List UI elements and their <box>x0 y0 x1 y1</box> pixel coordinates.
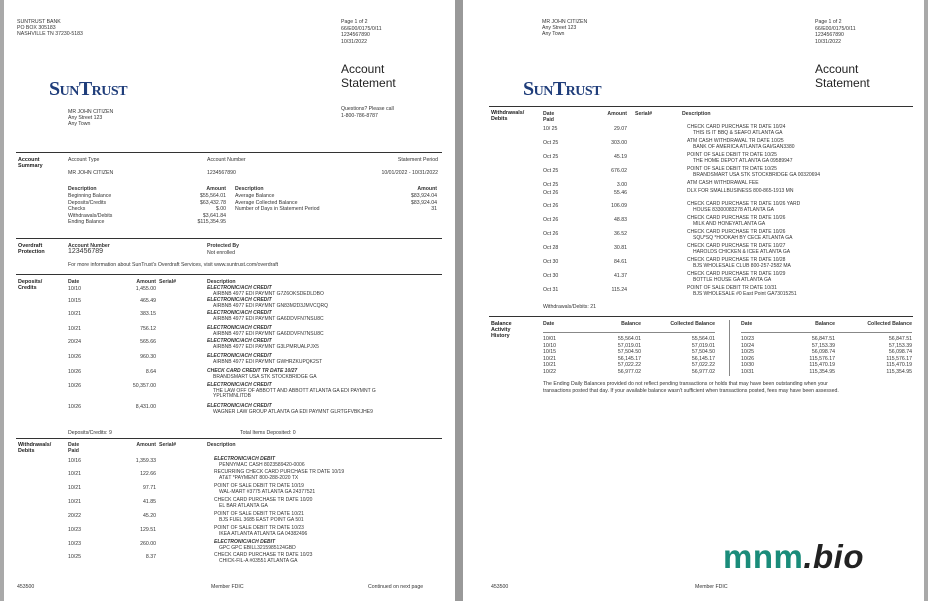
summary-row-label: Checks <box>68 206 86 213</box>
overdraft-protected: Not enrolled <box>207 250 235 256</box>
rule-line <box>16 438 442 439</box>
page-info: 10/31/2022 <box>341 38 367 45</box>
section-label-balance: Activity <box>491 327 511 333</box>
withdrawal-desc: SQU*SQ *HOOKAH BY CECE ATLANTA GA <box>693 234 793 241</box>
deposits-head-date: Date <box>68 279 80 285</box>
deposit-desc: YPLRTMNLITDB <box>213 393 251 400</box>
deposit-desc: AIRBNB 4977 EDI PAYMNT GWHRZKUPQK2ST <box>213 358 323 365</box>
withdrawal-amount: 303.00 <box>611 140 627 146</box>
summary-type: MR JOHN CITIZEN <box>68 170 114 176</box>
watermark-bio: .bio <box>803 538 864 575</box>
balance-note: transactions posted that day. If your available balance wasn't sufficient when transactions posted, fees may have been assessed. <box>543 388 839 394</box>
withdrawals-head-desc: Description <box>207 442 236 448</box>
balance-date: 10/26 <box>741 355 754 362</box>
withdrawal-date: 10/21 <box>68 485 81 491</box>
withdrawal-amount: 29.07 <box>614 126 627 132</box>
withdrawals-head-serial: Serial# <box>159 442 177 448</box>
deposit-desc: ELECTRONIC/ACH CREDIT <box>207 285 272 291</box>
questions-contact: 1-800-786-8787 <box>341 112 378 119</box>
balance-value: 56,977.02 <box>617 369 641 375</box>
balance-head-balance: Balance <box>621 321 641 327</box>
balance-date: 10/15 <box>543 349 556 356</box>
balance-date: 10/22 <box>543 369 556 375</box>
balance-date: 10/21 <box>543 362 556 369</box>
deposit-desc: ELECTRONIC/ACH CREDIT <box>207 297 272 303</box>
withdrawal-date: Oct 30 <box>543 259 559 265</box>
withdrawal-amount: 97.71 <box>143 485 156 491</box>
deposit-date: 20/24 <box>68 339 81 345</box>
questions-contact: Questions? Please call <box>341 106 394 112</box>
withdrawal-desc: AT&T *PAYMENT 800-288-2020 TX <box>219 474 299 481</box>
withdrawal-desc: WAL-MART #3775 ATLANTA GA 24377521 <box>219 488 316 495</box>
withdrawal-date: 10/16 <box>68 458 81 464</box>
deposit-desc: CHECK CARD CREDIT TR DATE 10/27 <box>207 368 298 374</box>
summary-right-desc-head: Description <box>235 186 264 192</box>
summary-number: 1234567890 <box>207 170 236 176</box>
section-label-balance: Balance <box>491 321 512 327</box>
balance-date: 10/25 <box>741 349 754 356</box>
page-gap <box>455 0 463 601</box>
withdrawals-head-serial: Serial# <box>635 111 653 117</box>
deposit-amount: 960.30 <box>140 354 156 360</box>
rule-line <box>489 316 913 317</box>
withdrawals-head-amount: Amount <box>136 442 156 448</box>
deposits-head-amount: Amount <box>136 279 156 285</box>
balance-collected: 57,504.50 <box>691 349 715 356</box>
withdrawal-desc: POINT OF SALE DEBIT TR DATE 10/23 <box>214 525 304 531</box>
deposit-desc: ELECTRONIC/ACH CREDIT <box>207 403 272 409</box>
withdrawal-date: Oct 30 <box>543 273 559 279</box>
summary-right-label: Number of Days in Statement Period <box>235 206 320 213</box>
withdrawal-desc: POINT OF SALE DEBIT TR DATE 10/31 <box>687 285 777 291</box>
withdrawal-desc: POINT OF SALE DEBIT TR DATE 10/25 <box>687 152 777 158</box>
deposit-desc: THE LAW OFF OF ABBOTT AND ABBOTT ATLANTA GA EDI PAYMNT G <box>213 387 376 394</box>
watermark <box>723 538 864 576</box>
withdrawal-date: Oct 26 <box>543 217 559 223</box>
withdrawal-desc: HAROLDS CHICKEN & ICEE ATLANTA GA <box>693 248 791 255</box>
deposit-amount: 756.12 <box>140 326 156 332</box>
deposit-desc: WAGNER LAW GROUP ATLANTA GA EDI PAYMNT GLRTGFVBKJHE9 <box>213 408 373 415</box>
withdrawal-desc: CHECK CARD PURCHASE TR DATE 10/20 <box>214 497 313 503</box>
footer-id: 453500 <box>491 584 509 590</box>
deposit-desc: ELECTRONIC/ACH CREDIT <box>207 325 272 331</box>
balance-collected: 56,847.51 <box>888 336 912 342</box>
withdrawal-amount: 45.19 <box>614 154 627 160</box>
summary-row-amount: $63,432.78 <box>200 199 226 206</box>
summary-right-amount: 31 <box>431 206 437 213</box>
withdrawal-date: Oct 26 <box>543 190 559 196</box>
summary-right-label: Average Collected Balance <box>235 199 298 206</box>
deposit-desc: AIRBNB 4977 EDI PAYMNT GA6DDVFN7NSU8C <box>213 315 324 322</box>
section-label-deposits: Deposits/ <box>18 279 43 285</box>
withdrawal-amount: 122.66 <box>140 471 156 477</box>
withdrawal-date: 10/23 <box>68 527 81 533</box>
balance-date: 10/23 <box>741 336 754 342</box>
section-label-summary: Summary <box>18 163 43 169</box>
customer-address: MR JOHN CITIZEN <box>542 19 588 25</box>
balance-value: 57,504.50 <box>617 349 641 356</box>
deposit-date: 10/21 <box>68 326 81 332</box>
withdrawal-amount: 129.51 <box>140 527 156 533</box>
page-info: 66/E00/0175/0/11 <box>815 25 856 32</box>
balance-head-balance-2: Balance <box>815 321 835 327</box>
summary-right-amount: $83,924.04 <box>411 193 437 199</box>
withdrawal-amount: 115.24 <box>611 287 627 293</box>
rule-line <box>16 238 442 239</box>
withdrawal-amount: 8.37 <box>145 554 156 560</box>
withdrawal-desc: CHECK CARD PURCHASE TR DATE 10/24 <box>687 124 786 130</box>
rule-line <box>16 274 442 275</box>
withdrawal-amount: 30.81 <box>614 245 627 251</box>
customer-address: Any Street 123 <box>542 25 577 31</box>
withdrawal-desc: HOUSE 83300083278 ATLANTA GA <box>693 206 774 213</box>
withdrawal-amount: 41.37 <box>614 273 627 279</box>
balance-value: 115,576.17 <box>809 355 835 362</box>
deposit-date: 10/26 <box>68 404 81 410</box>
withdrawal-desc: BJS FUEL 3685 EAST POINT GA 501 <box>219 516 304 523</box>
balance-value: 115,470.19 <box>809 362 835 369</box>
withdrawals-head-paid: Paid <box>543 117 554 123</box>
deposit-amount: 50,357.00 <box>132 383 156 389</box>
rule-line <box>741 332 912 333</box>
withdrawal-amount: 84.61 <box>614 259 627 265</box>
balance-divider <box>729 320 730 376</box>
withdrawal-date: 10/21 <box>68 499 81 505</box>
withdrawal-desc: THE HOME DEPOT ATLANTA GA 09589947 <box>693 157 793 164</box>
withdrawal-amount: 260.00 <box>140 541 156 547</box>
deposit-desc: AIRBNB 4977 EDI PAYMNT GN83M2D3JMVCQRQ <box>213 302 329 309</box>
deposit-date: 10/21 <box>68 311 81 317</box>
withdrawals-head-date: Date <box>68 442 80 448</box>
balance-value: 56,145.17 <box>617 355 641 362</box>
balance-value: 57,022.22 <box>617 362 641 369</box>
balance-collected: 56,977.02 <box>691 369 715 375</box>
withdrawal-date: Oct 31 <box>543 287 559 293</box>
section-label-withdrawals: Withdrawals/ <box>491 110 525 116</box>
withdrawal-date: Oct 28 <box>543 245 559 251</box>
balance-collected: 115,354.95 <box>886 369 912 375</box>
section-label-balance: History <box>491 333 510 339</box>
withdrawal-date: 20/22 <box>68 513 81 519</box>
withdrawal-amount: 106.09 <box>611 203 627 209</box>
withdrawals-head-amount: Amount <box>607 111 627 117</box>
deposit-amount: 8.64 <box>145 369 156 375</box>
withdrawal-desc: BJS WHOLESALE #0 East Point GA73015251 <box>693 290 797 297</box>
deposit-desc: ELECTRONIC/ACH CREDIT <box>207 338 272 344</box>
balance-date: 10/21 <box>543 355 556 362</box>
withdrawal-desc: POINT OF SALE DEBIT TR DATE 10/19 <box>214 483 304 489</box>
withdrawal-date: Oct 25 <box>543 140 559 146</box>
section-label-withdrawals: Withdrawals/ <box>18 442 52 448</box>
withdrawal-amount: 1,359.33 <box>135 458 156 464</box>
withdrawal-desc: ELECTRONIC/ACH DEBIT <box>214 456 276 462</box>
statement-title: Statement <box>341 76 396 90</box>
summary-head-period: Statement Period <box>397 157 438 163</box>
statement-page-2 <box>463 0 924 601</box>
balance-value: 57,153.39 <box>811 342 835 349</box>
summary-right-label: Average Balance <box>235 193 275 199</box>
balance-head-date: Date <box>543 321 555 327</box>
withdrawal-desc: BANK OF AMERICA ATLANTA GAI/GAN3380 <box>693 143 795 150</box>
summary-row-amount: $55,564.01 <box>200 193 226 199</box>
balance-head-date-2: Date <box>741 321 753 327</box>
withdrawal-desc: DLX FOR SMALLBUSINESS 800-865-1913 MN <box>687 188 794 194</box>
page-info: 1234567890 <box>815 32 844 38</box>
balance-value: 57,019.01 <box>617 342 641 349</box>
withdrawal-amount: 676.02 <box>611 168 627 174</box>
withdrawal-desc: CHECK CARD PURCHASE TR DATE 10/26 YARD <box>687 201 801 207</box>
withdrawal-desc: CHECK CARD PURCHASE TR DATE 10/23 <box>214 552 313 558</box>
bank-address: NASHVILLE TN 37230-5183 <box>17 31 83 37</box>
withdrawal-desc: ELECTRONIC/ACH DEBIT <box>214 539 276 545</box>
page-info: 10/31/2022 <box>815 38 841 45</box>
balance-date: 10/10 <box>543 342 556 349</box>
withdrawals-count: Withdrawals/Debits: 21 <box>543 304 597 310</box>
statement-page-1 <box>4 0 455 601</box>
section-label-overdraft: Overdraft <box>18 243 43 249</box>
withdrawal-date: 10/21 <box>68 471 81 477</box>
deposits-total: Total Items Deposited: 0 <box>240 430 296 436</box>
withdrawal-desc: CHECK CARD PURCHASE TR DATE 10/27 <box>687 243 786 249</box>
withdrawal-desc: ATM CASH WITHDRAWAL TR DATE 10/25 <box>687 138 784 144</box>
withdrawal-amount: 41.85 <box>143 499 156 505</box>
withdrawals-head-paid: Paid <box>68 448 79 454</box>
withdrawal-desc: CHICK-FIL-A #03551 ATLANTA GA <box>219 557 298 564</box>
deposits-head-serial: Serial# <box>159 279 177 285</box>
withdrawal-date: Oct 26 <box>543 231 559 237</box>
footer-fdic: Member FDIC <box>211 584 244 590</box>
withdrawal-date: Oct 25 <box>543 154 559 160</box>
withdrawal-amount: 48.83 <box>614 217 627 223</box>
footer-continued: Continued on next page <box>368 584 424 590</box>
deposit-desc: AIRBNB 4977 EDI PAYMNT G7Z6OKSDEDLDBO <box>213 290 324 297</box>
rule-line <box>543 332 715 333</box>
deposit-date: 10/26 <box>68 369 81 375</box>
overdraft-head-protected: Protected By <box>207 243 239 249</box>
deposit-date: 10/26 <box>68 354 81 360</box>
withdrawal-desc: BRANDSMART USA STK STOCKBRIDGE GA 00320694 <box>693 171 820 178</box>
withdrawal-desc: CHECK CARD PURCHASE TR DATE 10/26 <box>687 215 786 221</box>
customer-address: Any Street 123 <box>68 115 103 121</box>
footer-id: 453500 <box>17 584 35 590</box>
customer-address: MR JOHN CITIZEN <box>68 109 114 115</box>
customer-address: Any Town <box>68 121 91 127</box>
balance-collected: 115,576.17 <box>886 355 912 362</box>
balance-head-collected: Collected Balance <box>670 321 715 327</box>
withdrawal-date: 10/25 <box>68 554 81 560</box>
withdrawal-desc: BOTTLE HOUSE GA ATLANTA GA <box>693 276 772 283</box>
balance-collected: 55,564.01 <box>691 336 715 342</box>
balance-collected: 57,022.22 <box>691 362 715 369</box>
deposits-count: Deposits/Credits: 9 <box>68 430 112 436</box>
section-label-deposits: Credits <box>18 285 37 291</box>
summary-row-label: Beginning Balance <box>68 193 112 199</box>
withdrawal-desc: POINT OF SALE DEBIT TR DATE 10/25 <box>687 166 777 172</box>
withdrawal-amount: 45.20 <box>143 513 156 519</box>
suntrust-logo: SunTrust <box>49 78 128 100</box>
page-info: Page 1 of 2 <box>341 19 368 25</box>
deposit-date: 10/26 <box>68 383 81 389</box>
page-info: Page 1 of 2 <box>815 19 842 25</box>
section-label-summary: Account <box>18 157 40 163</box>
withdrawal-date: 10/ 25 <box>543 126 558 132</box>
statement-title: Account <box>815 62 859 76</box>
footer-fdic: Member FDIC <box>695 584 728 590</box>
deposit-desc: ELECTRONIC/ACH CREDIT <box>207 382 272 388</box>
balance-note: The Ending Daily Balances provided do not reflect pending transactions or holds that may have been outstanding when your <box>543 381 828 387</box>
overdraft-head-number: Account Number <box>68 243 110 249</box>
summary-head-type: Account Type <box>68 157 100 163</box>
summary-head-number: Account Number <box>207 157 246 163</box>
balance-date: 10/30 <box>741 362 754 369</box>
summary-row-amount: $.00 <box>215 206 226 213</box>
summary-row-amount: $115,354.95 <box>197 219 226 226</box>
overdraft-note: For more information about SunTrust's Overdraft Services, visit www.suntrust.com/overdraft <box>68 262 279 268</box>
deposit-date: 10/15 <box>68 298 81 304</box>
deposit-amount: 465.49 <box>140 298 156 304</box>
balance-collected: 57,153.39 <box>888 342 912 349</box>
withdrawal-amount: 3.00 <box>616 182 627 188</box>
withdrawals-head-date: Date <box>543 111 555 117</box>
deposits-head-desc: Description <box>207 279 236 285</box>
statement-title: Statement <box>815 76 870 90</box>
withdrawal-date: Oct 25 <box>543 182 559 188</box>
balance-date: 10/24 <box>741 342 754 349</box>
withdrawal-desc: GPC GPC EBILL3215985124GBD <box>219 544 296 551</box>
deposit-amount: 383.15 <box>140 311 156 317</box>
deposit-desc: ELECTRONIC/ACH CREDIT <box>207 310 272 316</box>
bank-address: SUNTRUST BANK <box>17 19 61 25</box>
balance-collected: 115,470.19 <box>886 362 912 369</box>
deposit-desc: BRANDSMART USA STK STOCKBRIDGE GA <box>213 373 317 380</box>
section-label-overdraft: Protection <box>18 249 45 255</box>
balance-value: 56,847.51 <box>811 336 835 342</box>
summary-period: 10/01/2022 - 10/31/2022 <box>381 170 438 176</box>
withdrawal-amount: 55.46 <box>614 190 627 196</box>
withdrawal-desc: BJS WHOLESALE CLUB 800-257-2582 MA <box>693 262 791 269</box>
withdrawal-desc: POINT OF SALE DEBIT TR DATE 10/21 <box>214 511 304 517</box>
withdrawal-desc: CHECK CARD PURCHASE TR DATE 10/28 <box>687 257 786 263</box>
deposit-desc: AIRBNB 4977 EDI PAYMNT GA6DDVFN7NSU8C <box>213 330 324 337</box>
withdrawal-desc: ATM CASH WITHDRAWAL FEE <box>687 180 759 186</box>
watermark-mnm: mnm <box>723 538 804 575</box>
page-info: 1234567890 <box>341 32 370 38</box>
summary-right-amount: $83,924.04 <box>411 199 437 206</box>
balance-date: 10/31 <box>741 369 754 375</box>
overdraft-number: 123456789 <box>68 248 104 255</box>
summary-row-amount: $3,641.84 <box>202 212 226 219</box>
page-info: 66/E00/0175/0/11 <box>341 25 382 32</box>
deposit-amount: 8,431.00 <box>135 404 156 410</box>
withdrawal-date: 10/23 <box>68 541 81 547</box>
withdrawal-desc: THIS IS IT BBQ & SEAFO ATLANTA GA <box>693 129 783 136</box>
balance-date: 10/01 <box>543 336 556 342</box>
withdrawal-desc: PENNYMAC CASH 8023589420-0006 <box>219 461 305 468</box>
summary-row-label: Deposits/Credits <box>68 199 107 206</box>
withdrawal-desc: CHECK CARD PURCHASE TR DATE 10/29 <box>687 271 786 277</box>
withdrawals-head-desc: Description <box>682 111 711 117</box>
withdrawal-date: Oct 25 <box>543 168 559 174</box>
withdrawal-desc: MILK AND HONEYATLANTA GA <box>693 220 766 227</box>
section-label-withdrawals: Debits <box>491 116 508 122</box>
summary-row-label: Ending Balance <box>68 219 105 226</box>
rule-line <box>489 106 913 107</box>
balance-value: 115,354.95 <box>809 369 835 375</box>
balance-collected: 56,098.74 <box>888 349 912 356</box>
withdrawal-desc: CHECK CARD PURCHASE TR DATE 10/26 <box>687 229 786 235</box>
suntrust-logo: SunTrust <box>523 78 602 100</box>
withdrawal-desc: EL BAR ATLANTA GA <box>219 502 268 509</box>
deposit-date: 10/10 <box>68 286 81 292</box>
deposit-amount: 1,455.00 <box>135 286 156 292</box>
withdrawal-amount: 36.52 <box>614 231 627 237</box>
balance-value: 56,098.74 <box>811 349 835 356</box>
summary-amount-head: Amount <box>206 186 226 192</box>
balance-value: 55,564.01 <box>617 336 641 342</box>
summary-row-label: Withdrawals/Debits <box>68 212 113 219</box>
summary-desc-head: Description <box>68 186 97 192</box>
rule-line <box>16 152 442 153</box>
deposit-desc: ELECTRONIC/ACH CREDIT <box>207 353 272 359</box>
withdrawal-desc: RECURRING CHECK CARD PURCHASE TR DATE 10/19 <box>214 469 345 475</box>
bank-address: PO BOX 305183 <box>17 25 56 31</box>
balance-collected: 57,019.01 <box>691 342 715 349</box>
statement-title: Account <box>341 62 385 76</box>
deposit-desc: AIRBNB 4977 EDI PAYMNT G3LPMRUALPJX5 <box>213 343 319 350</box>
deposit-amount: 565.66 <box>140 339 156 345</box>
section-label-withdrawals: Debits <box>18 448 35 454</box>
withdrawal-desc: IKEA ATLANTA ATLANTA GA 04382496 <box>219 530 308 537</box>
balance-collected: 56,145.17 <box>691 355 715 362</box>
customer-address: Any Town <box>542 31 565 37</box>
withdrawal-date: Oct 26 <box>543 203 559 209</box>
summary-right-amount-head: Amount <box>417 186 437 192</box>
balance-head-collected-2: Collected Balance <box>867 321 912 327</box>
